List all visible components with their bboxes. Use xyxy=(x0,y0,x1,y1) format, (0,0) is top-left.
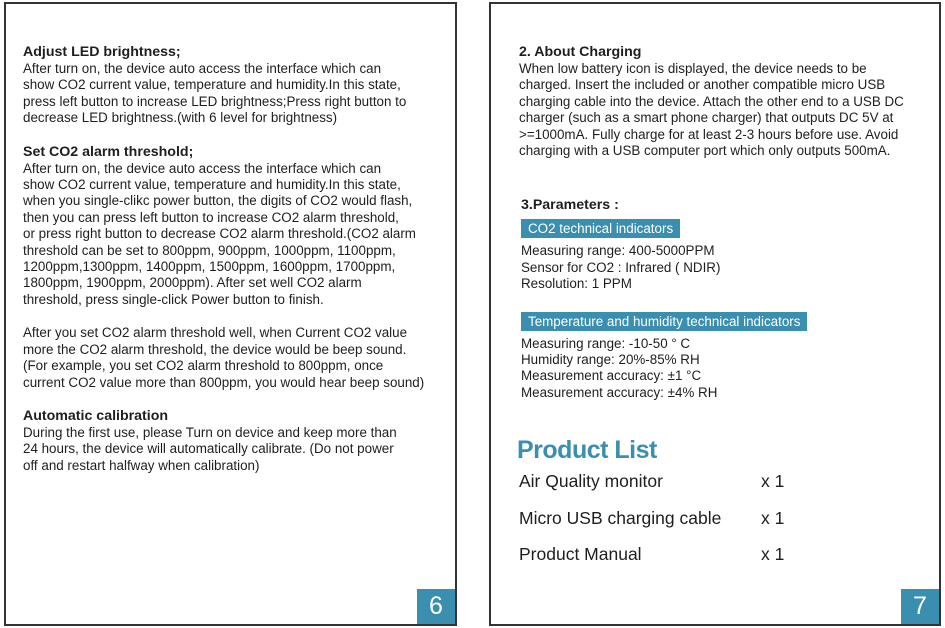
section-title-led-brightness: Adjust LED brightness; xyxy=(23,44,181,60)
section-title-co2-alarm: Set CO2 alarm threshold; xyxy=(23,143,194,160)
text-line: During the first use, please Turn on device and keep more than xyxy=(23,424,397,440)
text-line: Sensor for CO2 : Infrared ( NDIR) xyxy=(521,259,721,275)
paragraph-alarm-beep xyxy=(23,325,453,391)
text-line: press left button to increase LED brightness;Press right button to xyxy=(23,93,407,109)
page-right-content xyxy=(519,44,939,580)
manual-page-right xyxy=(489,2,941,626)
text-line: Resolution: 1 PPM xyxy=(521,276,632,292)
text-line: Humidity range: 20%-85% RH xyxy=(521,352,700,368)
text-line: charging cable into the device. Attach the other end to a USB DC xyxy=(519,93,904,109)
text-line: current CO2 value more than 800ppm, you would hear beep sound) xyxy=(23,374,425,390)
paragraph-led-brightness xyxy=(23,61,453,127)
product-name: Air Quality monitor xyxy=(519,471,663,492)
text-line: Measurement accuracy: ±4% RH xyxy=(521,384,718,400)
text-line: or press right button to decrease CO2 alarm threshold.(CO2 alarm xyxy=(23,226,416,242)
text-line: >=1000mA. Fully charge for at least 2-3 hours before use. Avoid xyxy=(519,126,899,142)
product-name: Product Manual xyxy=(519,544,642,565)
product-quantity: x 1 xyxy=(761,544,785,565)
text-line: After you set CO2 alarm threshold well, when Current CO2 value xyxy=(23,325,408,341)
tag-temp-humidity-indicators: Temperature and humidity technical indicators xyxy=(521,312,807,331)
paragraph-calibration xyxy=(23,425,453,474)
text-line: off and restart halfway when calibration) xyxy=(23,457,260,473)
text-line: When low battery icon is displayed, the device needs to be xyxy=(519,61,867,76)
text-line: After turn on, the device auto access the interface which can xyxy=(23,160,382,176)
paragraph-temp-humidity-specs xyxy=(521,336,939,402)
text-line: 1800ppm, 1900ppm, 2000ppm). After set well CO2 alarm xyxy=(23,275,362,291)
text-line: then you can press left button to increase CO2 alarm threshold, xyxy=(23,209,399,225)
text-line: charging with a USB computer port which only outputs 500mA. xyxy=(519,143,891,159)
product-name: Micro USB charging cable xyxy=(519,507,722,528)
text-line: 1200ppm,1300ppm, 1400ppm, 1500ppm, 1600ppm, 1700ppm, xyxy=(23,259,396,275)
text-line: Measuring range: 400-5000PPM xyxy=(521,243,715,259)
text-line: Measuring range: -10-50 ° C xyxy=(521,335,691,351)
paragraph-co2-alarm xyxy=(23,161,453,309)
section-title-parameters: 3.Parameters : xyxy=(521,197,619,214)
text-line: threshold, press single-click Power button to finish. xyxy=(23,291,324,307)
page-number-badge: 6 xyxy=(417,589,455,624)
product-quantity: x 1 xyxy=(761,471,785,492)
section-title-calibration: Automatic calibration xyxy=(23,407,169,424)
product-quantity: x 1 xyxy=(761,507,785,528)
product-list-title: Product List xyxy=(517,436,657,465)
section-title-charging: 2. About Charging xyxy=(519,44,642,60)
text-line: more the CO2 alarm threshold, the device would be beep sound. xyxy=(23,341,407,357)
text-line: Measurement accuracy: ±1 °C xyxy=(521,368,702,384)
page-left-content xyxy=(23,44,453,474)
text-line: show CO2 current value, temperature and humidity.In this state, xyxy=(23,77,401,93)
manual-page-left xyxy=(4,2,457,626)
tag-co2-indicators: CO2 technical indicators xyxy=(521,219,680,238)
product-list-item xyxy=(519,507,939,544)
text-line: charger (such as a smart phone charger) that outputs DC 5V at xyxy=(519,110,894,126)
text-line: 24 hours, the device will automatically calibrate. (Do not power xyxy=(23,441,394,457)
text-line: charged. Insert the included or another compatible micro USB xyxy=(519,77,886,93)
text-line: when you single-clikc power button, the digits of CO2 would flash, xyxy=(23,193,413,209)
text-line: threshold can be set to 800ppm, 900ppm, 1000ppm, 1100ppm, xyxy=(23,242,396,258)
product-list-item xyxy=(519,470,939,507)
paragraph-charging xyxy=(519,61,939,159)
paragraph-co2-specs xyxy=(521,243,939,292)
product-list-item xyxy=(519,543,939,580)
text-line: decrease LED brightness.(with 6 level for brightness) xyxy=(23,110,338,126)
text-line: After turn on, the device auto access the interface which can xyxy=(23,61,382,76)
page-number-badge: 7 xyxy=(901,589,939,624)
text-line: (For example, you set CO2 alarm threshold to 800ppm, once xyxy=(23,358,384,374)
text-line: show CO2 current value, temperature and humidity.In this state, xyxy=(23,177,401,193)
